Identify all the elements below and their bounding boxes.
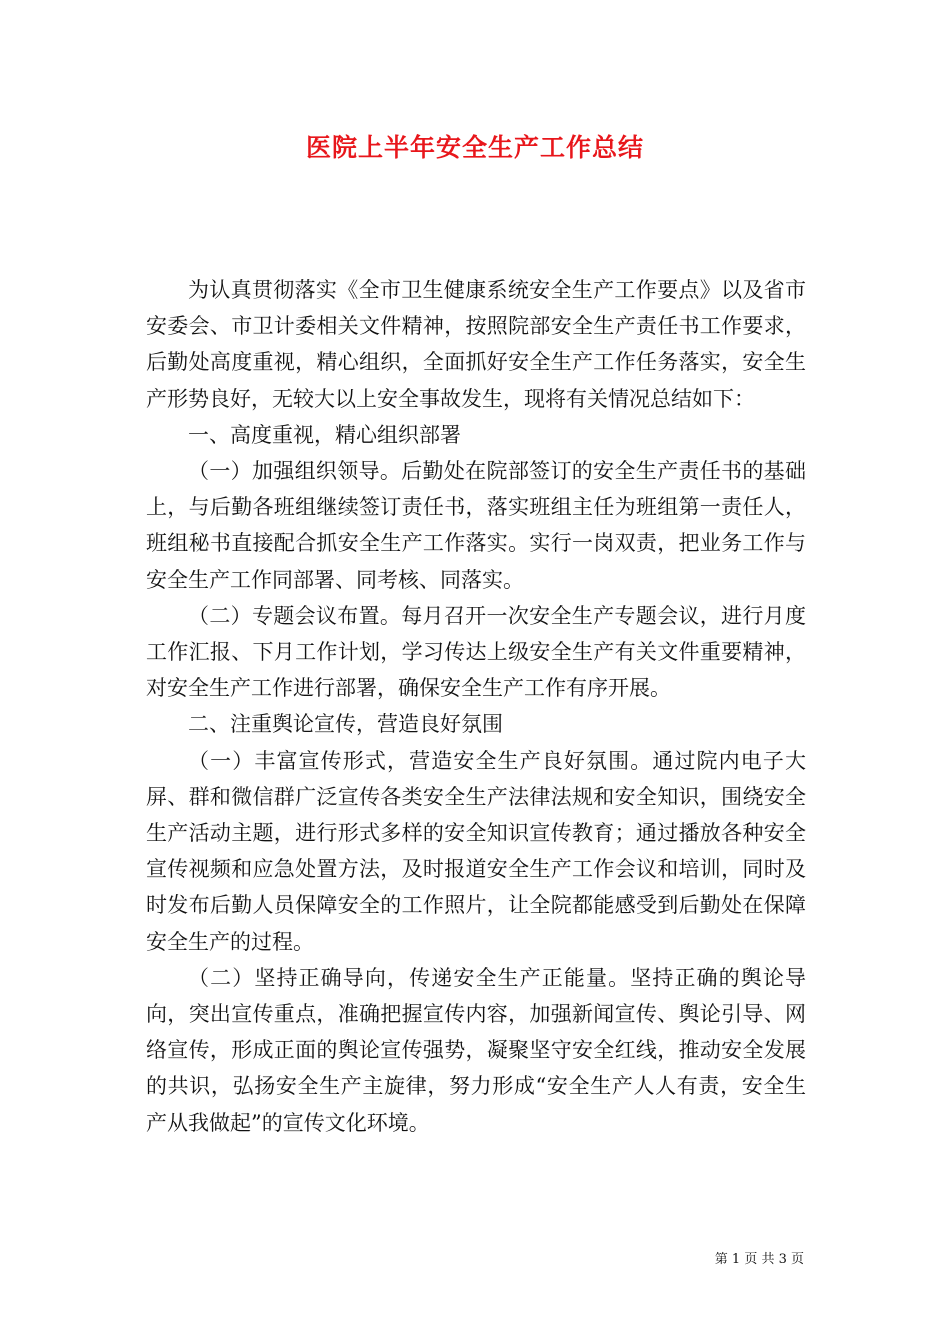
section-heading-2: 二、注重舆论宣传，营造良好氛围 <box>188 712 503 737</box>
paragraph-1-2: （二）专题会议布置。每月召开一次安全生产专题会议，进行月度工作汇报、下月工作计划，学习传达上级安全生产有关文件重要精神，对安全生产工作进行部署，确保安全生产工作有序开展。 <box>146 603 806 701</box>
page-footer <box>715 1248 804 1267</box>
section-heading-1: 一、高度重视，精心组织部署 <box>188 422 461 447</box>
paragraph-2-2: （二）坚持正确导向，传递安全生产正能量。坚持正确的舆论导向，突出宣传重点，准确把握宣传内容，加强新闻宣传、舆论引导、网络宣传，形成正面的舆论宣传强势，凝聚坚守安全红线，推动安全发展的共识，弘扬安全生产主旋律，努力形成“安全生产人人有责，安全生产从我做起”的宣传文化环境。 <box>146 965 806 1135</box>
document-body <box>146 272 806 1141</box>
document-title: 医院上半年安全生产工作总结 <box>305 133 644 162</box>
paragraph-1-1: （一）加强组织领导。后勤处在院部签订的安全生产责任书的基础上，与后勤各班组继续签订责任书，落实班组主任为班组第一责任人，班组秘书直接配合抓安全生产工作落实。实行一岗双责，把业务工作与安全生产工作同部署、同考核、同落实。 <box>146 459 806 592</box>
paragraph-2-1: （一）丰富宣传形式，营造安全生产良好氛围。通过院内电子大屏、群和微信群广泛宣传各类安全生产法律法规和安全知识，围绕安全生产活动主题，进行形式多样的安全知识宣传教育；通过播放各种安全宣传视频和应急处置方法，及时报道安全生产工作会议和培训，同时及时发布后勤人员保障安全的工作照片，让全院都能感受到后勤处在保障安全生产的过程。 <box>146 748 806 954</box>
page-number: 第 1 页 共 3 页 <box>714 1252 804 1267</box>
paragraph-intro: 为认真贯彻落实《全市卫生健康系统安全生产工作要点》以及省市安委会、市卫计委相关文件精神，按照院部安全生产责任书工作要求，后勤处高度重视，精心组织，全面抓好安全生产工作任务落实，安全生产形势良好，无较大以上安全事故发生，现将有关情况总结如下： <box>146 278 806 411</box>
